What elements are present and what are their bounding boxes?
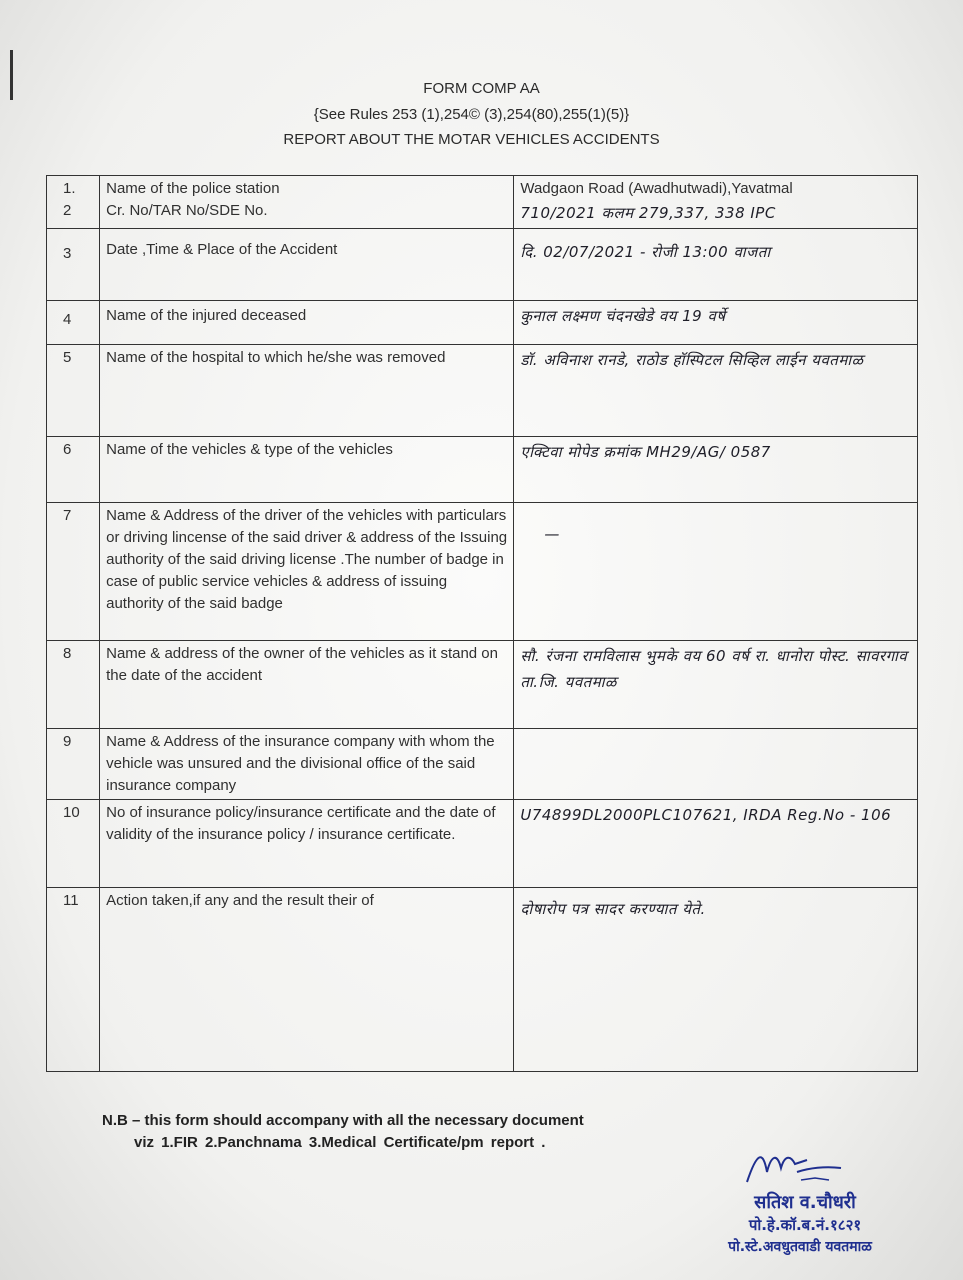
form-title: FORM COMP AA — [423, 80, 540, 97]
value-driver-details — [514, 503, 918, 641]
row-number-6: 6 — [47, 437, 100, 503]
value-date-time-place: दि. 02/07/2021 - रोजी 13:00 वाजता — [514, 229, 918, 301]
officer-stamp — [705, 1140, 915, 1260]
row-number — [47, 176, 100, 229]
row-value — [514, 176, 918, 229]
label-police-station: Name of the police station — [106, 180, 280, 197]
label-insurance-company: Name & Address of the insurance company with whom the vehicle was unsured and the divisional office of the said insurance company — [100, 729, 514, 800]
label-owner: Name & address of the owner of the vehicles as it stand on the date of the accident — [100, 641, 514, 729]
row-number-4: 4 — [47, 301, 100, 345]
table-row — [47, 345, 918, 437]
table-row — [47, 437, 918, 503]
table-row — [47, 229, 918, 301]
value-cr-no: 710/2021 कलम 279,337, 338 IPC — [520, 204, 776, 222]
stamp-station: पो.स्टे.अवधुतवाडी यवतमाळ — [728, 1239, 872, 1255]
value-hospital: डॉ. अविनाश रानडे, राठोड हॉस्पिटल सिव्हिल लाईन यवतमाळ — [514, 345, 918, 437]
label-injured-deceased: Name of the injured deceased — [100, 301, 514, 345]
row-label — [100, 176, 514, 229]
report-title: REPORT ABOUT THE MOTAR VEHICLES ACCIDENTS — [283, 131, 660, 148]
row-number-1: 1. — [63, 180, 76, 197]
label-insurance-policy: No of insurance policy/insurance certificate and the date of validity of the insurance policy / insurance certificate. — [100, 800, 514, 888]
row-number-10: 10 — [47, 800, 100, 888]
label-vehicles: Name of the vehicles & type of the vehicles — [100, 437, 514, 503]
value-insurance-policy: U74899DL2000PLC107621, IRDA Reg.No - 106 — [514, 800, 918, 888]
row-number-8: 8 — [47, 641, 100, 729]
table-row — [47, 301, 918, 345]
row-number-9: 9 — [47, 729, 100, 800]
footnote-nb: N.B – this form should accompany with all the necessary document — [102, 1112, 584, 1129]
table-row — [47, 503, 918, 641]
row-number-11: 11 — [47, 888, 100, 1072]
value-action-taken: दोषारोप पत्र सादर करण्यात येते. — [514, 888, 918, 1072]
row-number-2: 2 — [63, 202, 72, 219]
table-row — [47, 729, 918, 800]
table-row — [47, 176, 918, 229]
table-row — [47, 888, 918, 1072]
value-vehicles: एक्टिवा मोपेड क्रमांक MH29/AG/ 0587 — [514, 437, 918, 503]
label-driver-details: Name & Address of the driver of the vehicles with particulars or driving lincense of the said driver & address of the Issuing authority of the said driving license .The number of badge in case of public service vehicles & address of issuing authority of the said badge — [100, 503, 514, 641]
label-cr-no: Cr. No/TAR No/SDE No. — [106, 202, 268, 219]
rules-reference: {See Rules 253 (1),254© (3),254(80),255(1)(5)} — [313, 106, 630, 123]
label-hospital: Name of the hospital to which he/she was removed — [100, 345, 514, 437]
stamp-designation: पो.हे.कॉ.ब.नं.१८२१ — [748, 1216, 862, 1234]
accident-report-table — [46, 175, 918, 1072]
table-row — [47, 641, 918, 729]
value-owner: सौ. रंजना रामविलास भुमके वय 60 वर्ष रा. धानोरा पोस्ट. सावरगाव ता.जि. यवतमाळ — [514, 641, 918, 729]
value-police-station: Wadgaon Road (Awadhutwadi),Yavatmal — [520, 180, 793, 197]
footnote-documents: viz 1.FIR 2.Panchnama 3.Medical Certificate/pm report . — [134, 1134, 546, 1151]
stamp-name: सतिश व.चौधरी — [754, 1192, 856, 1213]
row-number-5: 5 — [47, 345, 100, 437]
value-insurance-company — [514, 729, 918, 800]
value-injured-deceased: कुनाल लक्ष्मण चंदनखेडे वय 19 वर्षे — [514, 301, 918, 345]
value-dash: — — [544, 525, 560, 543]
label-action-taken: Action taken,if any and the result their of — [100, 888, 514, 1072]
label-date-time-place: Date ,Time & Place of the Accident — [100, 229, 514, 301]
row-number-7: 7 — [47, 503, 100, 641]
table-row — [47, 800, 918, 888]
row-number-3: 3 — [47, 229, 100, 301]
signature-icon — [737, 1142, 857, 1190]
